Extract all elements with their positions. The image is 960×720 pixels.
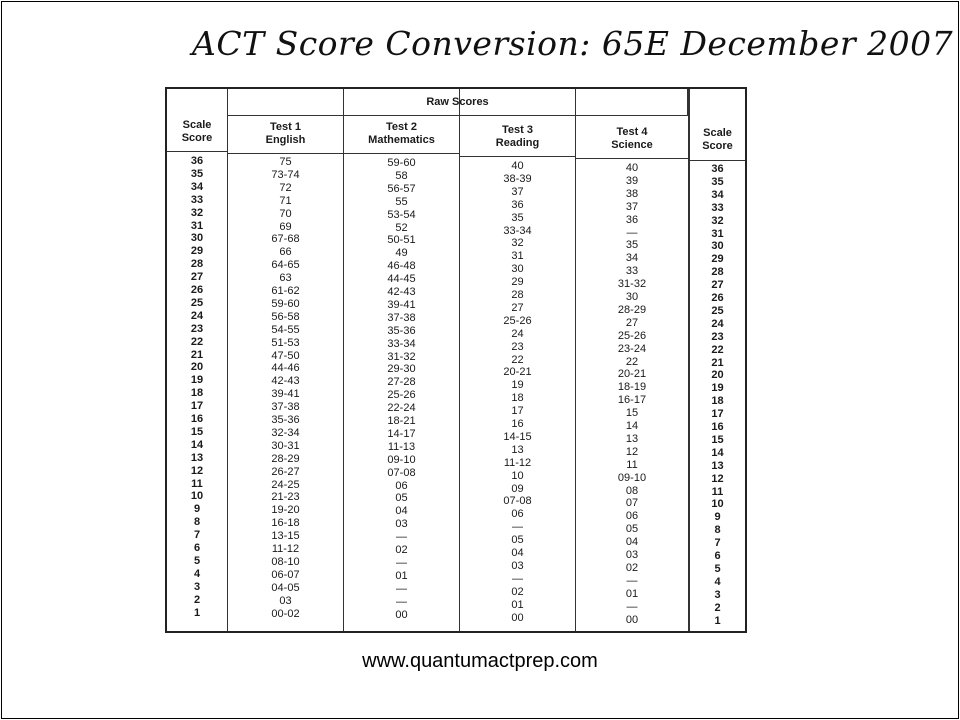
test4-cell: 00 (625, 613, 639, 626)
test2-cell: 39-41 (387, 298, 416, 311)
test1-header (228, 121, 343, 147)
left-scale-cell: 6 (193, 542, 201, 554)
test2-cell: 02 (395, 544, 408, 556)
left-scale-cell: 27 (190, 271, 204, 284)
right-scale-cell: 36 (711, 163, 724, 175)
test1-cell: 54-55 (271, 323, 300, 336)
left-scale-cell: 35 (190, 167, 204, 180)
left-scale-cell: 5 (193, 554, 201, 567)
left-scale-cell: 20 (190, 361, 204, 374)
test4-cell: — (626, 600, 638, 613)
left-scale-score-column (167, 89, 227, 631)
right-scale-cell: 20 (711, 369, 724, 382)
left-scale-cell: 17 (190, 400, 204, 413)
left-scale-cell: 7 (193, 529, 201, 542)
page-title: ACT Score Conversion: 65E December 2007 (192, 24, 954, 63)
test3-cell: 17 (511, 405, 524, 418)
test4-cell: 12 (625, 445, 639, 458)
test1-cell: 44-46 (271, 362, 300, 375)
test2-cell: 18-21 (387, 415, 416, 427)
test4-cell: 30 (625, 291, 639, 303)
right-scale-cell: 7 (714, 537, 721, 550)
right-scale-cell: 24 (711, 317, 724, 330)
test1-cell: 37-38 (271, 401, 300, 414)
test4-header (576, 126, 688, 152)
right-scale-cell: 23 (711, 330, 724, 343)
test2-cell: 07-08 (387, 466, 416, 479)
left-scale-cell: 25 (190, 296, 204, 309)
left-scale-header-line1: Scale (182, 119, 212, 131)
left-scale-cell: 32 (190, 206, 204, 219)
test1-cell: 70 (279, 207, 292, 220)
test1-cell: 63 (279, 272, 292, 285)
test4-cell: 15 (625, 407, 639, 420)
test4-cell: 16-17 (617, 394, 647, 407)
test4-cell: 36 (625, 213, 639, 226)
test1-cell: 06-07 (271, 568, 300, 581)
left-scale-cell: 12 (190, 464, 204, 477)
right-scale-cell: 28 (711, 266, 724, 279)
right-scale-cell: 35 (711, 175, 724, 188)
test3-cell: 07-08 (503, 495, 532, 508)
test4-cell: 13 (625, 432, 639, 445)
left-scale-cell: 16 (190, 413, 204, 425)
test2-cell: 37-38 (387, 311, 416, 324)
test1-cell: 42-43 (271, 375, 300, 388)
test4-subject: Science (611, 139, 653, 151)
right-scale-cell: 27 (711, 279, 724, 292)
test2-cell: 04 (395, 505, 408, 518)
test2-cell: 14-17 (387, 427, 416, 440)
right-scale-header-line2: Score (702, 140, 733, 152)
header-divider (576, 158, 688, 159)
left-scale-cell: 29 (190, 245, 204, 258)
test3-cell: 05 (511, 534, 524, 547)
right-scale-cell: 11 (711, 485, 724, 498)
raw-scores-header: Raw Scores (227, 89, 688, 116)
test2-mathematics-column (343, 89, 459, 631)
test4-cell: — (626, 226, 638, 239)
right-scale-header (690, 127, 745, 153)
right-scale-cell: 17 (711, 408, 724, 421)
test1-cell: 04-05 (271, 581, 300, 594)
test4-cell: 35 (625, 239, 639, 252)
test2-cell: 55 (395, 195, 408, 208)
test3-cell: 10 (511, 469, 524, 482)
test1-cell: 35-36 (271, 414, 300, 426)
test3-cell: 22 (511, 353, 524, 366)
test3-cell: 25-26 (503, 314, 532, 327)
test3-cell: 23 (511, 340, 524, 353)
test3-cell: — (512, 572, 523, 585)
right-scale-cell: 30 (711, 240, 724, 253)
left-scale-cell: 33 (190, 193, 204, 206)
right-scale-cell: 25 (711, 304, 724, 317)
test1-cell: 32-34 (271, 426, 300, 439)
test3-cell: 37 (511, 185, 524, 198)
test1-name: Test 1 (270, 121, 301, 133)
test2-header (344, 121, 459, 147)
right-scale-cell: 31 (711, 227, 724, 240)
header-divider (690, 160, 745, 161)
left-scale-cell: 31 (190, 219, 204, 232)
right-scale-cell: 8 (714, 524, 721, 537)
test1-cell: 66 (279, 246, 292, 259)
test3-cell: 13 (511, 443, 524, 456)
test2-cell: 46-48 (387, 260, 416, 273)
test1-cell: 21-23 (271, 491, 300, 504)
right-scale-cell: 29 (711, 253, 724, 266)
test3-cell: 20-21 (503, 366, 532, 379)
test4-cell: 14 (625, 420, 639, 432)
right-scale-cell: 15 (711, 433, 724, 446)
right-scale-cell: 4 (714, 575, 721, 588)
test1-cell: 00-02 (271, 607, 300, 620)
test2-cell: 56-57 (387, 182, 416, 195)
left-scale-cell: 36 (190, 155, 204, 167)
right-scale-cell: 13 (711, 459, 724, 472)
test1-cell: 72 (279, 181, 292, 194)
test3-cell: 09 (511, 482, 524, 495)
test1-cell: 71 (279, 194, 292, 207)
test1-cell: 69 (279, 220, 292, 233)
test3-cell: 27 (511, 301, 524, 314)
test4-cell: 31-32 (617, 278, 647, 291)
test4-cell: 34 (625, 252, 639, 265)
left-scale-cell: 1 (193, 606, 201, 619)
test2-cell: — (396, 556, 407, 569)
test1-cell: 64-65 (271, 259, 300, 272)
header-divider (167, 151, 227, 152)
test3-cell: 04 (511, 547, 524, 559)
test2-name: Test 2 (386, 121, 417, 133)
left-scale-cell: 14 (190, 438, 204, 451)
test2-cell: 06 (395, 479, 408, 492)
right-scale-cell: 14 (711, 446, 724, 459)
test3-cell: 31 (511, 250, 524, 263)
header-divider (228, 153, 343, 154)
test3-cell: 19 (511, 379, 524, 392)
test2-cell: 11-13 (387, 440, 416, 453)
test1-cell: 73-74 (271, 168, 300, 181)
left-scale-cell: 30 (190, 232, 204, 245)
test1-cell: 08-10 (271, 555, 300, 568)
test4-cell: 27 (625, 316, 639, 329)
right-scale-header-line1: Scale (703, 127, 732, 139)
left-scale-cell: 3 (193, 580, 201, 593)
right-scale-score-column (688, 89, 745, 631)
test2-cell: 50-51 (387, 234, 416, 247)
test1-cell: 24-25 (271, 478, 300, 491)
test2-cell: — (396, 595, 407, 608)
test2-cell: 31-32 (387, 350, 416, 363)
left-scale-cell: 9 (193, 503, 201, 516)
test2-cell: 53-54 (387, 208, 416, 221)
right-scale-cell: 16 (711, 421, 724, 433)
test2-cell: 01 (395, 569, 408, 582)
test1-cell: 13-15 (271, 530, 300, 543)
right-scale-cell: 32 (711, 214, 724, 227)
test3-cell: 29 (511, 276, 524, 289)
test3-cell: 36 (511, 198, 524, 211)
test4-cell: 37 (625, 200, 639, 213)
test3-cell: 35 (511, 211, 524, 224)
left-scale-cell: 10 (190, 490, 204, 503)
test3-cell: 38-39 (503, 172, 532, 185)
test4-cell: 39 (625, 174, 639, 187)
test4-cell: 09-10 (617, 471, 647, 484)
left-scale-cell: 28 (190, 258, 204, 271)
test4-cell: 02 (625, 561, 639, 574)
test3-cell: 00 (511, 611, 524, 624)
left-scale-cell: 22 (190, 335, 204, 348)
test3-header (460, 124, 575, 150)
test1-cell: 61-62 (271, 285, 300, 297)
test4-cell: 11 (626, 458, 638, 471)
left-scale-cell: 2 (193, 593, 201, 606)
test2-cell: 42-43 (387, 286, 416, 298)
left-scale-cell: 11 (191, 477, 203, 490)
test3-reading-column (459, 89, 575, 631)
test4-cell: 07 (625, 497, 639, 510)
test1-english-column (227, 89, 343, 631)
test2-cell: 44-45 (387, 273, 416, 286)
right-scale-cell: 10 (711, 498, 724, 511)
test1-cell: 03 (279, 594, 292, 607)
test1-cell: 19-20 (271, 504, 300, 517)
left-scale-cell: 19 (190, 374, 204, 387)
test4-cell: 08 (625, 484, 639, 497)
test3-cell: 11-12 (503, 456, 532, 469)
left-scale-cell: 26 (190, 284, 204, 296)
left-scale-cell: 8 (193, 516, 201, 529)
website-url: www.quantumactprep.com (362, 650, 598, 672)
header-divider (344, 153, 459, 154)
right-scale-cell: 19 (711, 382, 724, 395)
test1-cell: 51-53 (271, 336, 300, 349)
test1-cell: 67-68 (271, 233, 300, 246)
score-conversion-table (165, 87, 747, 633)
test2-subject: Mathematics (368, 134, 435, 146)
test3-cell: 03 (511, 559, 524, 572)
test4-cell: 28-29 (617, 303, 647, 316)
test1-cell: 39-41 (271, 388, 300, 401)
test2-cell: 52 (395, 221, 408, 234)
test4-cell: 04 (625, 536, 639, 549)
left-scale-cell: 4 (193, 567, 201, 580)
header-divider (460, 156, 575, 157)
right-scale-cell: 9 (714, 511, 721, 524)
test2-cell: — (396, 531, 407, 544)
test3-cell: 06 (511, 508, 524, 521)
test3-cell: 02 (511, 585, 524, 598)
test3-subject: Reading (495, 137, 540, 149)
test2-cell: 03 (395, 518, 408, 531)
test4-cell: 25-26 (617, 329, 647, 342)
test1-subject: English (265, 134, 306, 146)
right-scale-cell: 22 (711, 343, 724, 356)
test4-cell: 18-19 (617, 381, 647, 394)
test2-cell: 29-30 (387, 363, 416, 376)
slide (1, 1, 959, 719)
test2-cell: 49 (395, 247, 408, 260)
test1-cell: 30-31 (271, 439, 300, 452)
test4-cell: 06 (625, 510, 639, 523)
test2-cell: 05 (395, 492, 408, 505)
test3-name: Test 3 (502, 124, 533, 136)
test4-cell: — (626, 574, 638, 587)
test3-cell: 01 (511, 598, 524, 611)
right-scale-cell: 1 (714, 614, 721, 627)
test4-cell: 40 (625, 162, 639, 174)
right-scale-cell: 5 (714, 562, 721, 575)
test3-cell: 40 (511, 160, 524, 172)
test1-cell: 26-27 (271, 465, 300, 478)
left-scale-header-line2: Score (181, 132, 213, 144)
test3-cell: 14-15 (503, 430, 532, 443)
right-scale-cell: 26 (711, 292, 724, 304)
test1-cell: 56-58 (271, 310, 300, 323)
test4-science-column (575, 89, 688, 631)
test3-cell: 32 (511, 237, 524, 250)
test4-name: Test 4 (616, 126, 648, 138)
test4-cell: 38 (625, 187, 639, 200)
test2-cell: — (396, 582, 407, 595)
left-scale-cell: 18 (190, 387, 204, 400)
left-scale-header (167, 119, 227, 145)
test2-cell: 35-36 (387, 324, 416, 337)
test1-cell: 75 (279, 156, 292, 168)
test3-cell: 33-34 (503, 224, 532, 237)
test3-cell: 16 (511, 418, 524, 430)
test3-cell: 28 (511, 289, 524, 301)
test2-cell: 59-60 (387, 157, 416, 169)
left-scale-cell: 21 (190, 348, 204, 361)
test4-cell: 05 (625, 523, 639, 536)
test2-cell: 33-34 (387, 337, 416, 350)
left-scale-cell: 13 (190, 451, 204, 464)
test1-cell: 28-29 (271, 452, 300, 465)
right-scale-cell: 21 (711, 356, 724, 369)
test4-cell: 03 (625, 549, 639, 561)
right-scale-cell: 2 (714, 601, 721, 614)
test2-cell: 25-26 (387, 389, 416, 402)
right-scale-cell: 34 (711, 188, 724, 201)
test4-cell: 01 (625, 587, 639, 600)
test2-cell: 09-10 (387, 453, 416, 466)
test4-cell: 23-24 (617, 342, 647, 355)
test3-cell: 24 (511, 327, 524, 340)
test1-cell: 16-18 (271, 517, 300, 530)
test4-cell: 22 (625, 355, 639, 368)
test2-cell: 58 (395, 169, 408, 182)
right-scale-cell: 18 (711, 395, 724, 408)
test2-cell: 00 (395, 608, 408, 621)
test2-cell: 22-24 (387, 402, 416, 415)
left-scale-cell: 34 (190, 180, 204, 193)
test3-cell: 18 (511, 392, 524, 405)
test1-cell: 59-60 (271, 297, 300, 310)
test1-cell: 11-12 (271, 543, 300, 555)
test4-cell: 33 (625, 265, 639, 278)
right-scale-cell: 33 (711, 201, 724, 214)
left-scale-cell: 24 (190, 309, 204, 322)
right-scale-cell: 6 (714, 550, 721, 562)
test2-cell: 27-28 (387, 376, 416, 389)
right-scale-cell: 3 (714, 588, 721, 601)
left-scale-cell: 15 (190, 425, 204, 438)
test1-cell: 47-50 (271, 349, 300, 362)
left-scale-cell: 23 (190, 322, 204, 335)
right-scale-cell: 12 (711, 472, 724, 485)
test3-cell: 30 (511, 263, 524, 276)
test3-cell: — (512, 521, 523, 534)
test4-cell: 20-21 (617, 368, 647, 381)
